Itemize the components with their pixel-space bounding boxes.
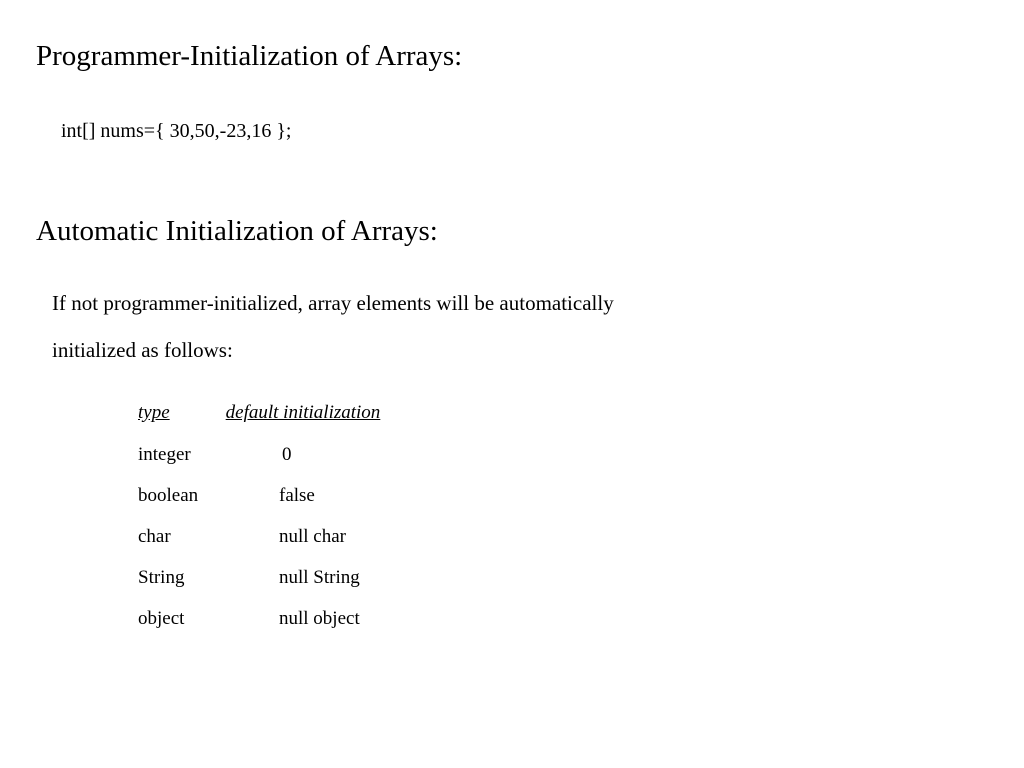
row-value-cell: 0 [282, 444, 292, 465]
table-header [138, 403, 380, 422]
code-example: int[] nums={ 30,50,-23,16 }; [61, 120, 292, 142]
heading-programmer-initialization: Programmer-Initialization of Arrays: [36, 40, 463, 72]
table-row [138, 527, 346, 546]
row-type-cell: boolean [138, 485, 199, 506]
row-value-cell: null char [279, 526, 347, 547]
table-row [138, 445, 292, 464]
table-row [138, 486, 315, 505]
table-header-type: type [138, 402, 170, 423]
table-row [138, 609, 360, 628]
heading-automatic-initialization: Automatic Initialization of Arrays: [36, 215, 438, 247]
row-type-cell: object [138, 608, 185, 629]
paragraph-line-1: If not programmer-initialized, array elements will be automatically [52, 291, 614, 315]
table-header-default: default initialization [225, 402, 381, 423]
row-type-cell: String [138, 567, 185, 588]
row-type-cell: integer [138, 444, 191, 465]
row-value-cell: null String [279, 567, 360, 588]
row-value-cell: false [279, 485, 315, 506]
table-row [138, 568, 360, 587]
row-value-cell: null object [279, 608, 360, 629]
row-type-cell: char [138, 526, 171, 547]
paragraph-line-2: initialized as follows: [52, 338, 233, 362]
